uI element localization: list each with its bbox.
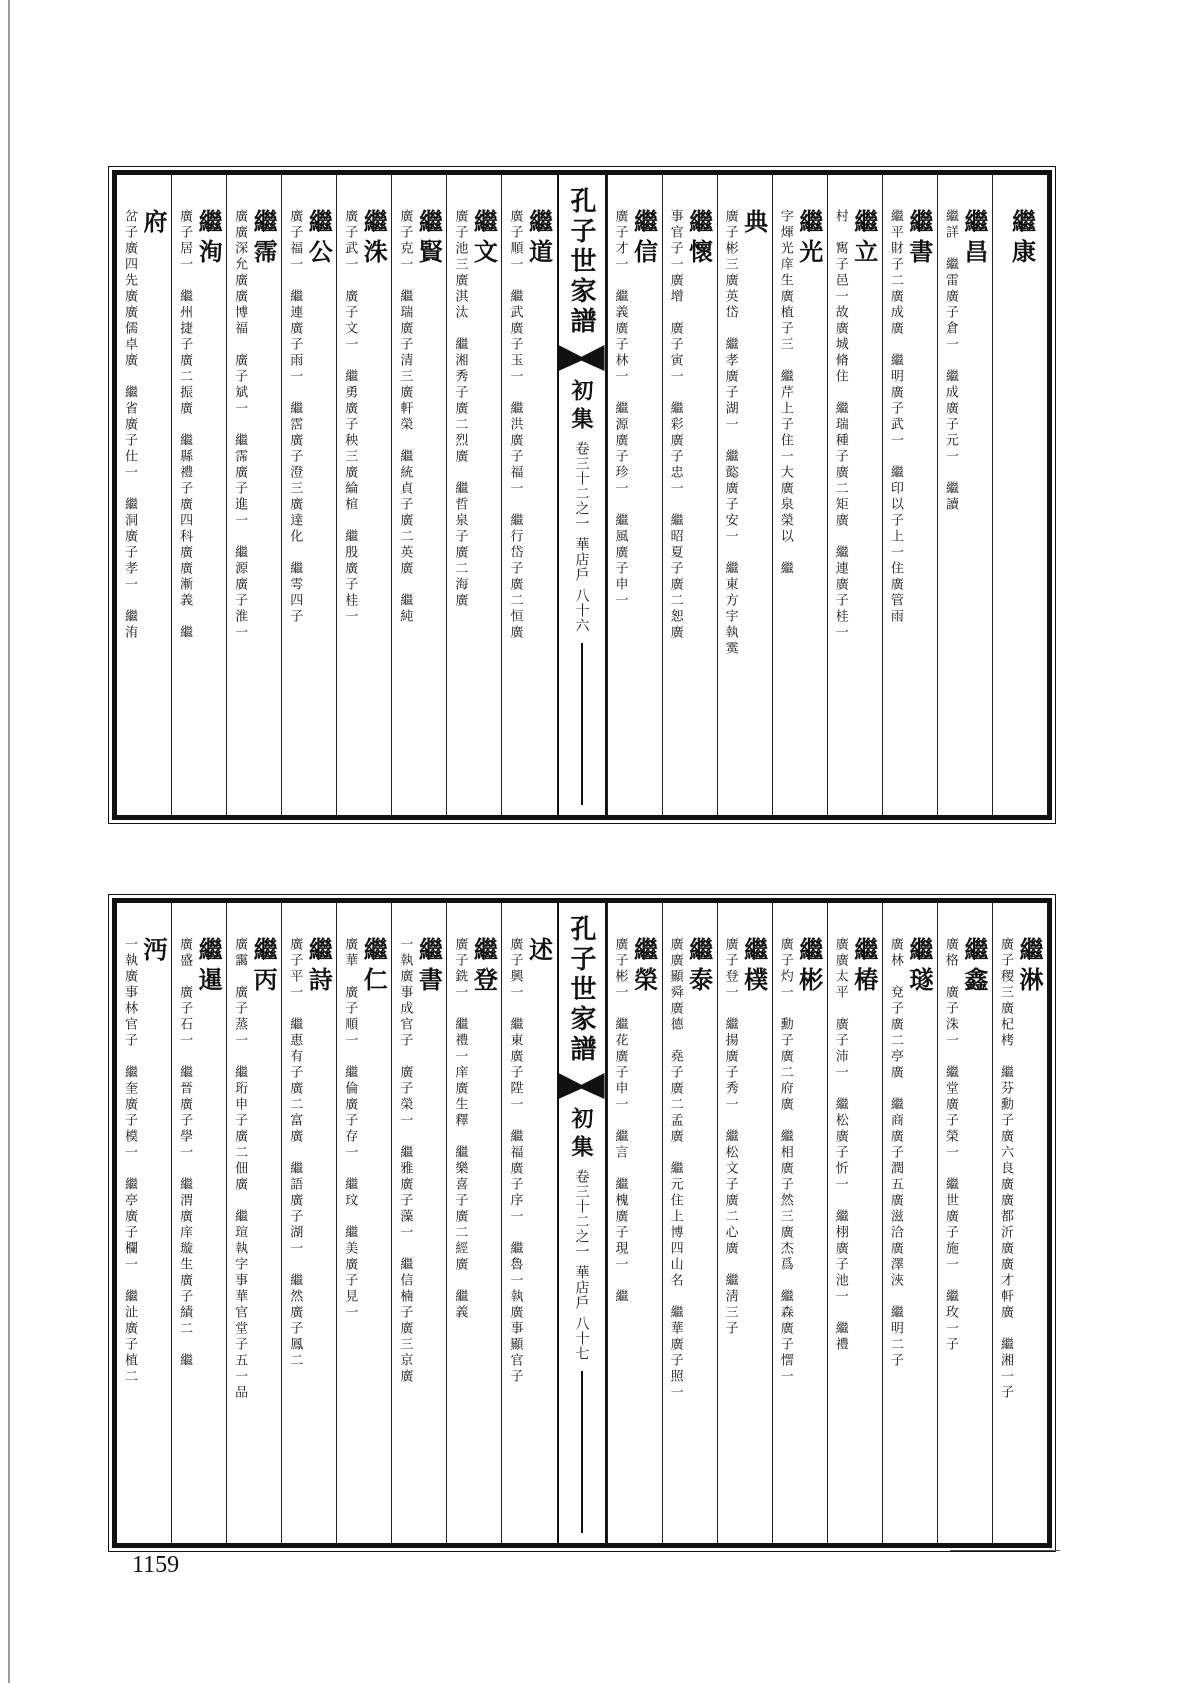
genealogy-column <box>937 175 992 815</box>
entry-name: 繼文 <box>469 209 499 269</box>
section-label: 卷三十二之一 <box>573 441 590 531</box>
entry-notes: 廣子居一 繼州捷子廣二振廣 繼縣禮子廣四科廣廣漸義 繼 <box>177 209 193 641</box>
entry-notes: 一執廣事成官子 廣子榮一 繼雅廣子藻一 繼信楠子廣三京廣 <box>397 937 413 1385</box>
entry-name: 繼昌 <box>959 209 989 269</box>
entry-name: 繼康 <box>1007 209 1037 269</box>
entry-notes: 廣子才一 繼義廣子林一 繼源廣子珍一 繼風廣子申一 <box>612 209 628 609</box>
genealogy-column <box>882 903 937 1543</box>
fish-tail-mark <box>559 345 605 371</box>
entry-notes: 廣子武一 廣子文一 繼勇廣子秧三廣綸楦 繼殷廣子桂一 <box>342 209 358 625</box>
entry-notes: 廣子池三廣淇汰 繼湘秀子廣二烈廣 繼哲泉子廣二海廣 <box>452 209 468 609</box>
entry-notes: 繼詳 繼雷廣子倉一 繼成廣子元一 繼讀 <box>942 209 958 513</box>
entry-notes: 村 寯子邑一故廣城脩住 繼瑞種子廣二矩廣 繼連廣子桂一 <box>832 209 848 641</box>
entry-notes: 廣子克一 繼瑞廣子清三廣軒榮 繼統貞子廣二英廣 繼純 <box>397 209 413 625</box>
entry-name: 繼鑫 <box>959 937 989 997</box>
genealogy-column <box>226 903 281 1543</box>
entry-notes: 廣廣顯舜廣德 堯子廣二孟廣 繼元住上博四山名 繼華廣子照一 <box>667 937 683 1401</box>
entry-name: 繼洙 <box>359 209 389 269</box>
entry-name: 繼立 <box>849 209 879 269</box>
entry-name: 繼榮 <box>629 937 659 997</box>
entry-name: 繼仁 <box>359 937 389 997</box>
household-label: 華店戶 <box>573 537 590 582</box>
entry-notes: 廣靄 廣子蒸一 繼珩申子廣二佃廣 繼瑄執字事華官堂子五一品 <box>232 937 248 1401</box>
entry-notes: 廣華 廣子順一 繼倫廣子存一 繼玟 繼美廣子見一 <box>342 937 358 1321</box>
entry-notes: 廣子彬一 繼花廣子申一 繼言 繼槐廣子現一 繼 <box>612 937 628 1305</box>
genealogy-column <box>501 175 556 815</box>
genealogy-column <box>827 175 882 815</box>
entry-name: 繼暹 <box>194 937 224 997</box>
entry-name: 繼懷 <box>684 209 714 269</box>
entry-name: 繼彬 <box>794 937 824 997</box>
entry-notes: 廣子彬三廣英岱 繼孝廣子湖一 繼㦤廣子安一 繼東方宇執霙 <box>722 209 738 657</box>
center-rule <box>581 643 583 805</box>
genealogy-column <box>117 175 171 815</box>
folio-bottom <box>112 898 1052 1548</box>
entry-name: 述 <box>524 937 554 967</box>
section-label: 卷三十二之一 <box>573 1169 590 1259</box>
entry-notes: 廣盛 廣子石一 繼晉廣子學一 繼渭廣庠璇生廣子績二 繼 <box>177 937 193 1369</box>
household-label: 華店戶 <box>573 1265 590 1310</box>
entry-notes: 廣廣太平 廣子沛一 繼松廣子忻一 繼栩廣子池一 繼禮 <box>832 937 848 1353</box>
book-title: 孔子世家譜 <box>566 915 596 1065</box>
genealogy-column <box>391 175 446 815</box>
genealogy-column <box>281 903 336 1543</box>
entry-name: 典 <box>739 209 769 239</box>
center-fold-header <box>557 903 607 1543</box>
entry-notes: 廣子順一 繼武廣子玉一 繼洪廣子福一 繼行岱子廣二恒廣 <box>507 209 523 641</box>
fish-tail-mark <box>559 1073 605 1099</box>
entry-notes: 岔子廣四先廣廣儒卓廣 繼省廣子仕一 繼洞廣子孝一 繼洧 <box>122 209 138 641</box>
entry-notes: 廣子銑一 繼禮一庠廣生釋 繼樂喜子廣二經廣 繼義 <box>452 937 468 1321</box>
genealogy-column <box>336 903 391 1543</box>
genealogy-column <box>607 175 662 815</box>
entry-notes: 廣子稷三廣杞栲 繼芬勳子廣六良廣廣都沂廣廣才軒廣 繼湘一子 <box>997 937 1013 1401</box>
entry-notes: 廣子平一 繼惠有子廣二富廣 繼語廣子湖一 繼然廣子鳳二 <box>287 937 303 1369</box>
book-title: 孔子世家譜 <box>566 187 596 337</box>
entry-notes: 廣林 兗子廣二亭廣 繼商廣子潤五廣滋洽廣澤浹 繼明二子 <box>887 937 903 1369</box>
entry-name: 繼書 <box>904 209 934 269</box>
entry-name: 繼書 <box>414 937 444 997</box>
entry-name: 繼璲 <box>904 937 934 997</box>
genealogy-column <box>717 903 772 1543</box>
genealogy-column <box>446 903 501 1543</box>
genealogy-column <box>662 175 717 815</box>
entry-name: 府 <box>139 209 169 239</box>
entry-name: 繼登 <box>469 937 499 997</box>
entry-name: 繼公 <box>304 209 334 269</box>
folio-top <box>112 170 1052 820</box>
leaf-number: 八十六 <box>573 588 590 633</box>
entry-name: 繼洵 <box>194 209 224 269</box>
entry-name: 繼淋 <box>1014 937 1044 997</box>
entry-notes: 字煇光庠生廣植子三 繼芹上子住一大廣泉榮以 繼 <box>777 209 793 577</box>
entry-notes: 廣子登一 繼揚廣子秀一 繼松文子廣二心廣 繼淸三子 <box>722 937 738 1337</box>
entry-notes: 廣廣深允廣廣博福 廣子斌一 繼霈廣子進一 繼源廣子淮一 <box>232 209 248 641</box>
genealogy-column <box>827 903 882 1543</box>
genealogy-column <box>171 175 226 815</box>
genealogy-column <box>171 903 226 1543</box>
genealogy-column <box>336 175 391 815</box>
genealogy-column <box>882 175 937 815</box>
entry-name: 繼丙 <box>249 937 279 997</box>
volume-label: 初集 <box>568 1107 594 1163</box>
scan-mark-line <box>950 1550 1060 1551</box>
entry-name: 繼泰 <box>684 937 714 997</box>
genealogy-column <box>391 903 446 1543</box>
entry-name: 繼霈 <box>249 209 279 269</box>
volume-label: 初集 <box>568 379 594 435</box>
entry-name: 沔 <box>139 937 169 967</box>
genealogy-column <box>446 175 501 815</box>
entry-name: 繼椿 <box>849 937 879 997</box>
genealogy-column <box>281 175 336 815</box>
center-fold-header <box>557 175 607 815</box>
entry-notes: 事官子一廣增 廣子寅一 繼彩廣子忠一 繼昭夏子廣二恕廣 <box>667 209 683 641</box>
entry-name: 繼賢 <box>414 209 444 269</box>
genealogy-column <box>937 903 992 1543</box>
entry-notes: 一執廣事林官子 繼奎廣子模一 繼亭廣子欄一 繼沚廣子植二 <box>122 937 138 1385</box>
genealogy-column <box>772 903 827 1543</box>
page-spine-line <box>8 0 10 1683</box>
genealogy-column <box>772 175 827 815</box>
entry-name: 繼道 <box>524 209 554 269</box>
genealogy-column <box>992 175 1047 815</box>
leaf-number: 八十七 <box>573 1316 590 1361</box>
entry-notes: 繼平財子二廣成廣 繼明廣子武一 繼印以子上一住廣管雨 <box>887 209 903 625</box>
entry-notes: 廣子灼一 勳子廣二府廣 繼相廣子然三廣杰爲 繼森廣子㦒一 <box>777 937 793 1385</box>
entry-notes: 廣子興一 繼東廣子陞一 繼福廣子序一 繼魯一執廣事顯官子 <box>507 937 523 1385</box>
center-rule <box>581 1371 583 1533</box>
page-number: 1159 <box>132 1552 180 1578</box>
genealogy-column <box>607 903 662 1543</box>
genealogy-column <box>226 175 281 815</box>
entry-name: 繼光 <box>794 209 824 269</box>
entry-notes: 廣格 廣子洙一 繼堂廣子榮一 繼世廣子施一 繼玫一子 <box>942 937 958 1353</box>
genealogy-column <box>501 903 556 1543</box>
genealogy-column <box>662 903 717 1543</box>
genealogy-column <box>117 903 171 1543</box>
entry-name: 繼詩 <box>304 937 334 997</box>
genealogy-column <box>717 175 772 815</box>
entry-notes: 廣子福一 繼連廣子雨一 繼霑廣子澄三廣達化 繼雩四子 <box>287 209 303 625</box>
entry-name: 繼樸 <box>739 937 769 997</box>
genealogy-column <box>992 903 1047 1543</box>
entry-name: 繼信 <box>629 209 659 269</box>
